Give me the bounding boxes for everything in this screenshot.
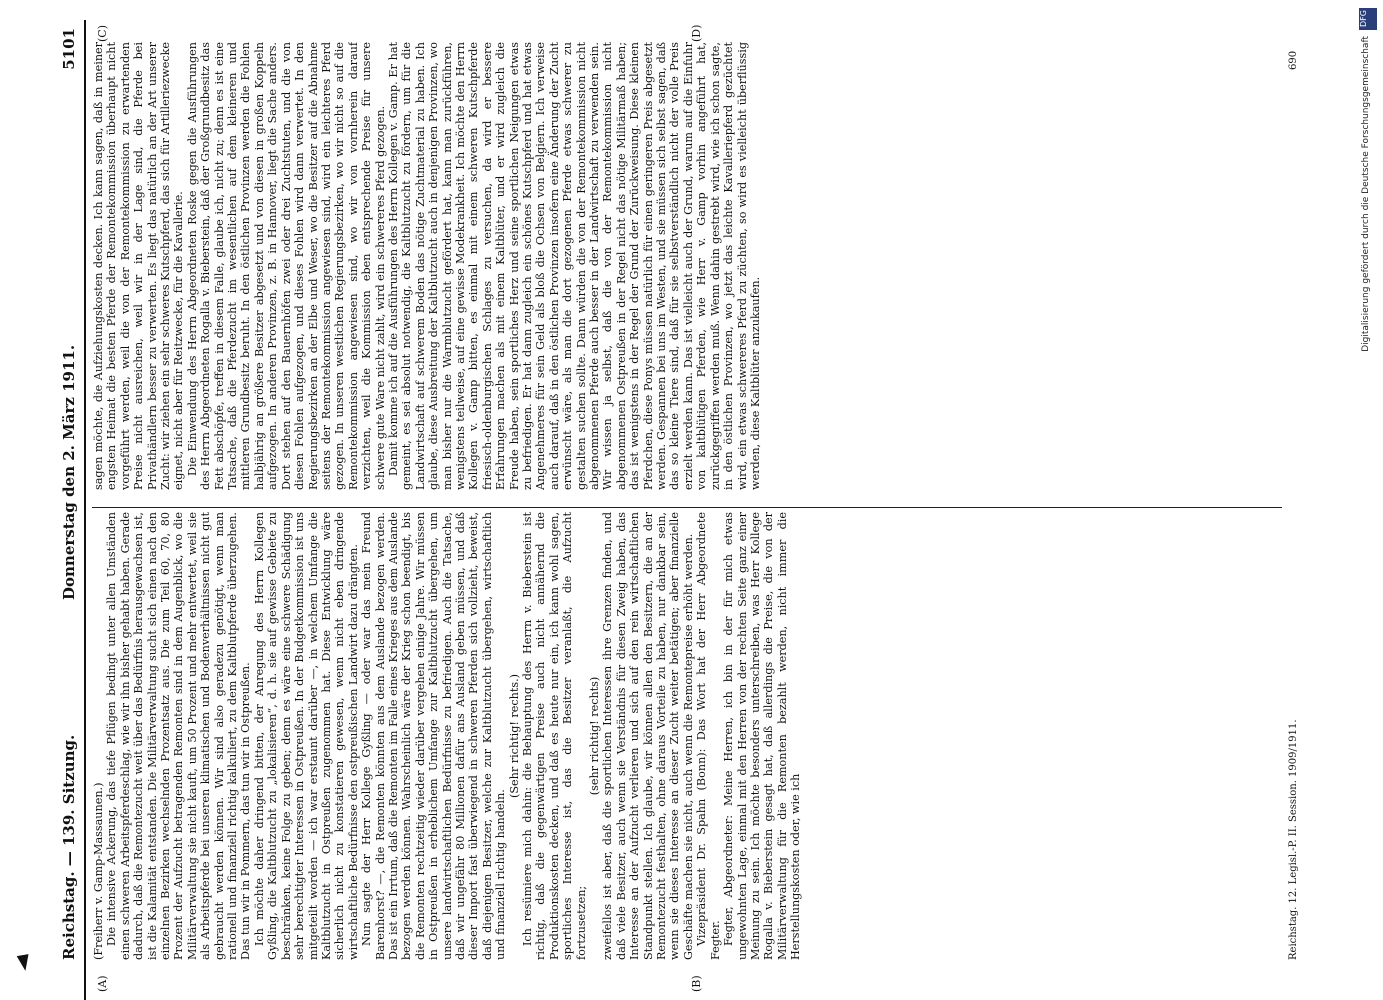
paragraph: Die Einwendung des Herrn Abgeordneten Roske gegen die Ausführungen des Herrn Abgeordneten Rogalla v. Bieberstein, daß der Großgrundbesitz das Fett abschöpfe, treffen in diesem Falle, glaube ich, nicht zu; denn es ist eine Tatsache, daß die Pferdezucht im wesentlichen auf dem kleineren und mittleren Grundbesitz beruht. In den östlichen Provinzen werden die Fohlen halbjährig an größere Besitzer abgesetzt und von diesen in großen Koppeln aufgezogen. In anderen Provinzen, z. B. in Hannover, liegt die Sache anders. Dort stehen auf den Bauernhöfen zwei oder drei Zuchtstuten, und die von diesen Fohlen aufgezogen, und dieses Fohlen wird dann verwertet. In den Regierungsbezirken an der Elbe und Weser, wo die Besitzer auf die Abnahme seitens der Remontekommission angewiesen sind, wird ein leichteres Pferd gezogen. In unseren westlichen Regierungsbezirken, wo wir nicht so auf die Remontekommission angewiesen sind, wo wir von vornherein darauf verzichten, weil die Kommission eben entsprechende Preise für unsere schwere gute Ware nicht zahlt, wird ein schwereres Pferd gezogen.: [185, 42, 387, 490]
paragraph: Nun sagte der Herr Kollege Gyßling — oder war das mein Freund Barenhorst? —, die Remonten könnten aus dem Auslande bezogen werden. Das ist ein Irrtum, daß die Remonten im Falle eines Krieges aus dem Auslande bezogen werden können. Wahrscheinlich wäre der Krieg schon beendigt, bis die Remonten rechtzeitig wieder darüber vergehen einige Jahre. Wir müssen in Ostpreußen in erheblichem Umfange zur Kaltblutzucht übergehen, um unsere landwirtschaftlichen Bedürfnisse zu befriedigen. Auch die Tatsache, daß wir ungefähr 80 Millionen dafür ans Ausland geben müssen, und daß dieser Import fast überwiegend in schweren Pferden sich vollzieht, beweist, daß diejenigen Besitzer, welche zur Kaltblutzucht übergehen, wirtschaftlich und finanziell richtig handeln.: [360, 512, 508, 960]
paragraph: Die intensive Ackerung, das tiefe Pflügen bedingt unter allen Umständen einen schweren Arbeitspferdeschlag, wie wir ihn bisher gehabt haben. Gerade dadurch, daß die Remontezucht weit über das Bedürfnis herausgewachsen ist, ist die Kalamität entstanden. Die Militärverwaltung sucht sich einen nach den einzelnen Bezirken wechselnden Prozentsatz aus. Die zum Teil 60, 70, 80 Prozent der Aufzucht betragenden Remonten sind in dem Augenblick, wo die Militärverwaltung sie nicht kauft, um 50 Prozent und mehr entwertet, weil sie als Arbeitspferde bei unseren klimatischen und Bodenverhältnissen nicht gut gebraucht werden können. Wir sind also geradezu genötigt, wenn man rationell und finanziell richtig kalkuliert, zu dem Kaltblutpferde überzugehen. Das tun wir in Pommern, das tun wir in Ostpreußen.: [105, 512, 253, 960]
margin-mark-a: (A): [96, 975, 109, 992]
paragraph: sagen möchte, die Aufziehungskosten decken. Ich kann sagen, daß in meiner engsten Heimat die besten Pferde der Remontekommission überhaupt nicht vorgeführt werden, weil die von der Remontekommission zu erwartenden Preise nicht ausreichen, weil wir in der Lage sind, die Pferde bei Privathändlern besser zu verwerten. Es liegt das natürlich an der Art unserer Zucht: wir ziehen ein sehr schweres Kutschpferd, das sich für Artilleriezwecke eignet, nicht aber für Reitzwecke, für die Kavallerie.: [92, 42, 186, 490]
text-column-left: [92, 512, 1282, 960]
dfg-logo-icon: DFG: [1359, 8, 1377, 30]
rotated-page: [0, 20, 1383, 1000]
interjection: (sehr richtig! rechts): [588, 676, 602, 796]
header-left: Reichstag. — 139. Sitzung.: [60, 734, 78, 960]
margin-mark-d: (D): [690, 24, 703, 42]
paragraph: Vizepräsident Dr. Spahn (Bonn): Das Wort hat der Herr Abgeordnete Fegter.: [695, 512, 722, 960]
paragraph: Ich möchte daher dringend bitten, der Anregung des Herrn Kollegen Gyßling, die Kaltblutzucht zu „lokalisieren“, d. h. sie auf gewisse Gebiete zu beschränken, keine Folge zu geben; denn es wäre eine schwere Schädigung sehr berechtigter Interessen in Ostpreußen. In der Budgetkommission ist uns mitgeteilt worden — ich war erstaunt darüber —, in welchem Umfange die Kaltblutzucht in Ostpreußen zugenommen hat. Diese Entwicklung wäre sicherlich nicht zu konstatieren gewesen, wenn nicht eben dringende wirtschaftliche Bedürfnisse den ostpreußischen Landwirt dazu drängten.: [252, 512, 360, 960]
text-column-right: [92, 42, 1282, 490]
digitization-sidebar: [1359, 8, 1377, 978]
speaker-attribution: (Freiherr v. Gamp-Massaunen.): [92, 782, 105, 960]
page-number: 5101: [60, 28, 78, 70]
page-header: [58, 20, 86, 1000]
footer-left: Reichstag. 12. Legisl.-P. II. Session. 1909/1911.: [1288, 719, 1299, 960]
footer-right: 690: [1288, 50, 1299, 70]
header-center: Donnerstag den 2. März 1911.: [60, 344, 78, 600]
paragraph: Damit komme ich auf die Ausführungen des Herrn Kollegen v. Gamp. Er hat gemeint, es sei absolut notwendig, die Kaltblutzucht zu fördern, um für die Landwirtschaft auf schwerem Boden das nötige Zuchtmaterial zu haben. Ich glaube, diese Ausbreitung der Kaltblutzucht auch in denjenigen Provinzen, wo man bisher nur die Warmblutzucht gefördert hat, kann man zurückführen, wenigstens teilweise, auf eine gewisse Modekrankheit. Ich möchte den Herrn Kollegen v. Gamp bitten, es einmal mit einem schweren Kutschpferde friesisch-oldenburgischen Schlages zu versuchen, da wird er bessere Erfahrungen machen als mit einem Kaltblüter, und er wird zugleich die Freude haben, sein sportliches Herz und seine sportlichen Neigungen etwas zu befriedigen. Er hat dann zugleich ein schönes Kutschpferd und hat etwas Angenehmeres für sein Geld als bloß die Ochsen von Belgiern. Ich verweise auch darauf, daß in den östlichen Provinzen insofern eine Änderung der Zucht erwünscht wäre, als man die dort gezogenen Pferde etwas schwerer zu gestalten suchen sollte. Dann würden die von der Remontekommission nicht abgenommenen Pferde auch besser in der Landwirtschaft zu verwenden sein. Wir wissen ja selbst, daß die von der Remontekommission nicht abgenommenen Ostpreußen in der Regel nicht das nötige Militärmaß haben; das ist wenigstens in der Regel der Grund der Zurückweisung. Diese kleinen Pferdchen, diese Ponys müssen natürlich für einen geringeren Preis abgesetzt werden. Gespannen bei uns im Westen, und sie müssen sich selbst sagen, daß das so kleine Tiere sind, daß für sie selbstverständlich nicht der volle Preis erzielt werden kann. Das ist vielleicht auch der Grund, warum auf die Einfuhr von kaltblütigen Pferden, wie Herr v. Gamp vorhin angeführt hat, zurückgegriffen werden muß. Wenn dahin gestrebt wird, wie ich schon sagte, in den östlichen Provinzen, wo jetzt das leichte Kavalleriepferd gezüchtet wird, ein etwas schwereres Pferd zu züchten, so wird es vielleicht überflüssig werden, diese Kaltblüter anzukaufen.: [386, 42, 762, 490]
column-divider: [92, 507, 1282, 508]
paragraph: zweifellos ist aber, daß die sportlichen Interessen ihre Grenzen finden, und daß viele Besitzer, auch wenn sie Verständnis für diesen Zweig haben, das Interesse an der Aufzucht verlieren und sich auf den rein wirtschaftlichen Standpunkt stellen. Ich glaube, wir können allen den Besitzern, die an der Remontezucht festhalten, ohne daraus Vorteile zu haben, nur dankbar sein, wenn sie dieses Interesse an dieser Zucht weiter betätigen; aber finanzielle Geschäfte machen sie nicht, auch wenn die Remontepreise erhöht werden.: [601, 512, 695, 960]
interjection: (Sehr richtig! rechts.): [507, 673, 521, 799]
paragraph: Ich resümiere mich dahin: die Behauptung des Herrn v. Bieberstein ist richtig, daß die gegenwärtigen Preise auch nicht annähernd die Produktionskosten decken, und daß es heute nur ein, ich kann wohl sagen, sportliches Interesse ist, das die Besitzer veranlaßt, die Aufzucht fortzusetzen;: [521, 512, 588, 960]
digitization-credit: Digitalisierung gefördert durch die Deutsche Forschungsgemeinschaft: [1361, 36, 1371, 352]
paragraph: Fegter, Abgeordneter: Meine Herren, ich bin in der für mich etwas ungewohnten Lage, einmal mit den Herren von der rechten Seite ganz einer Meinung zu sein. Ich möchte besonders unterschreiben, was Herr Kollege Rogalla v. Bieberstein gesagt hat, daß allerdings die Preise, die von der Militärverwaltung für die Remonten bezahlt werden, nicht immer die Herstellungskosten oder, wie ich: [722, 512, 803, 960]
margin-mark-c: (C): [96, 25, 109, 42]
corner-marker-icon: [17, 954, 32, 972]
margin-mark-b: (B): [690, 975, 703, 992]
